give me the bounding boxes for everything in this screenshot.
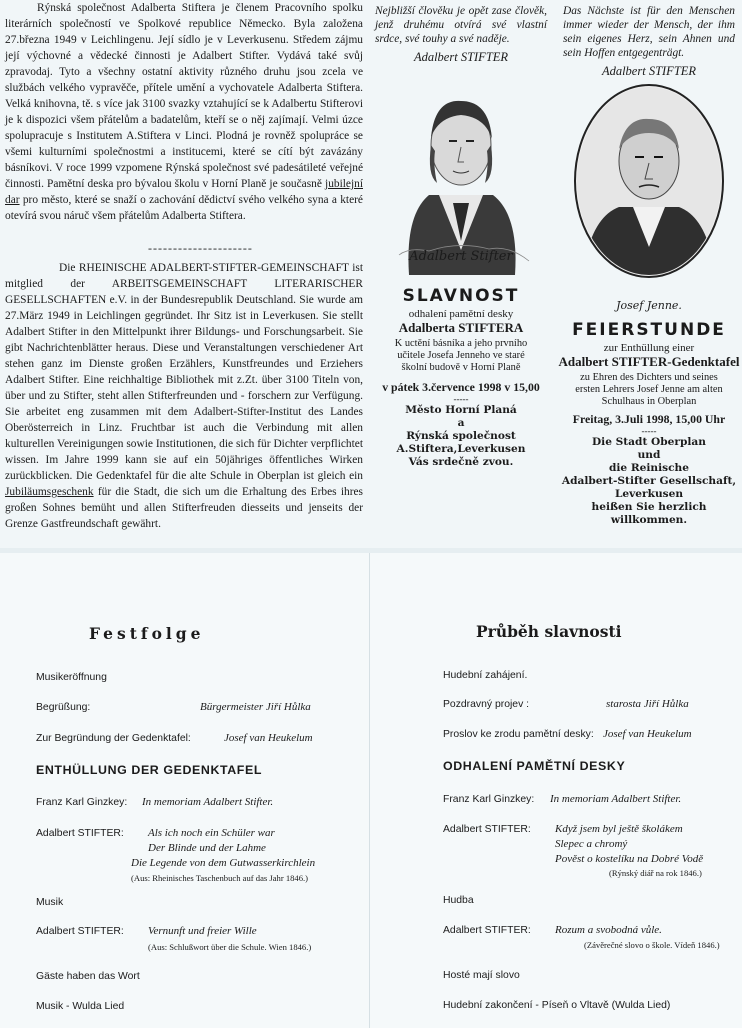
cz-reason-speaker: Josef van Heukelum bbox=[603, 728, 692, 740]
subheading-cz: odhalení pamětní desky bbox=[408, 308, 514, 320]
signature-stifter: Adalbert Stifter bbox=[409, 249, 513, 264]
cz-closing: Hudební zakončení - Píseň o Vltavě (Wulda Lied) bbox=[443, 1000, 671, 1011]
de-music: Musik bbox=[36, 897, 64, 908]
cz-stifter1-work3: Pověst o kostelíku na Dobré Vodě bbox=[555, 853, 704, 865]
prubeh-title: Průběh slavnosti bbox=[476, 622, 622, 641]
host-line-1-cz: Město Horní Planá bbox=[405, 404, 517, 416]
dash-cz: ----- bbox=[453, 394, 469, 404]
cz-stifter2-work: Rozum a svobodná vůle. bbox=[555, 924, 662, 936]
host-line-1-de: Die Stadt Oberplan bbox=[592, 436, 706, 448]
de-closing: Musik - Wulda Lied bbox=[36, 1001, 125, 1012]
cz-stifter1-work2: Slepec a chromý bbox=[555, 838, 628, 850]
host-line-4-cz: A.Stiftera,Leverkusen bbox=[396, 443, 526, 455]
cz-greeting-speaker: starosta Jiří Hůlka bbox=[606, 698, 689, 710]
portrait-jenne bbox=[557, 79, 741, 297]
czech-invitation bbox=[369, 0, 553, 469]
host-line-3-de: die Reinische bbox=[608, 462, 689, 474]
de-unveiling: ENTHÜLLUNG DER GEDENKTAFEL bbox=[36, 763, 263, 777]
honoree-cz: Adalberta STIFTERA bbox=[398, 320, 524, 335]
cz-paragraph: Rýnská společnost Adalberta Stiftera je členem Pracovního spolku literárních společností ve Spolkové republice Německo. Byla založena 27.března 1949 v Leichlingenu. Její sídlo je v Leverkusenu. Středem zájmu její výchovné a vědecké činnosti je Adalbert Stifter. Vydává také svůj zpravodaj. Tyto a všechny ostatní aktivity různého druhu jsou zcela ve službách velkého vypravěče, přítele umění a vychovatele Adalberta Stiftera. Velká knihovna, tě. s více jak 3100 svazky vztahující se k Adalbertu Stifterovi je k dispozici všem přátelům a badatelům, kteří se o něj zajímají. Velmi úzce spolupracuje s Institutem A.Stiftera v Linci. Plodná je rovněž spolupráce se všemi kulturními společnostmi a institucemi, které se cítí být zavázány básníkovi. V roce 1999 vzpomene Rýnská společnost své padesátileté veřejné činnosti. Pamětní deska pro bývalou školu v Horní Planě je současně jubilejní dar pro město, které se snaží o zachování dědictví svého velkého syna a které otevírá svou náruč všem přátelům Adalberta Stiftera. bbox=[5, 2, 363, 222]
cz-stifter1-label: Adalbert STIFTER: bbox=[443, 824, 531, 835]
host-line-6-de: heißen Sie herzlich bbox=[591, 501, 707, 513]
cz-ginzkey-work: In memoriam Adalbert Stifter. bbox=[550, 793, 682, 805]
jubilee-gift-cz: jubilejní dar bbox=[5, 178, 363, 206]
host-line-5-cz: Vás srdečně zvou. bbox=[408, 456, 514, 468]
de-greeting-speaker: Bürgermeister Jiří Hůlka bbox=[200, 701, 311, 713]
host-line-5-de: Leverkusen bbox=[614, 488, 684, 500]
german-invitation bbox=[557, 0, 741, 527]
heading-feierstunde: FEIERSTUNDE bbox=[572, 320, 726, 340]
signature-jenne: Josef Jenne. bbox=[616, 299, 682, 312]
cz-stifter2-source: (Závěrečné slovo o škole. Vídeň 1846.) bbox=[584, 940, 720, 950]
separator: --------------------- bbox=[148, 241, 253, 255]
de-opening: Musikeröffnung bbox=[36, 672, 107, 683]
cz-music: Hudba bbox=[443, 895, 474, 906]
de-stifter1-label: Adalbert STIFTER: bbox=[36, 828, 124, 839]
quote-author-cz: Adalbert STIFTER bbox=[413, 50, 509, 64]
de-stifter2-work: Vernunft und freier Wille bbox=[148, 925, 257, 937]
de-reason-speaker: Josef van Heukelum bbox=[224, 732, 313, 744]
honoree-de: Adalbert STIFTER-Gedenktafel bbox=[558, 354, 740, 369]
de-guests: Gäste haben das Wort bbox=[36, 971, 140, 982]
jubilee-gift-de: Jubiläumsgeschenk bbox=[5, 486, 94, 498]
de-stifter1-work1: Als ich noch ein Schüler war bbox=[148, 827, 275, 839]
quote-author-de: Adalbert STIFTER bbox=[601, 64, 697, 78]
host-line-4-de: Adalbert-Stifter Gesellschaft, bbox=[561, 475, 737, 487]
quote-de: Das Nächste ist für den Menschen immer wieder der Mensch, der ihm sein eigenes Herz, sein Ahnen und sein Hoffen entgegenträgt. bbox=[563, 5, 735, 59]
society-text-column bbox=[5, 0, 363, 224]
description-cz: K uctění básníka a jeho prvního učitele Josefa Jenneho ve staré školní budově v Horní Planě bbox=[394, 338, 528, 373]
date-cz: v pátek 3.července 1998 v 15,00 bbox=[382, 380, 540, 394]
de-stifter1-work2: Der Blinde und der Lahme bbox=[148, 842, 266, 854]
cz-stifter2-label: Adalbert STIFTER: bbox=[443, 925, 531, 936]
quote-cz: Nejbližší člověku je opět zase člověk, jenž druhému otvírá své vlastní srdce, své touhy a své naděje. bbox=[375, 5, 547, 45]
de-stifter2-source: (Aus: Schlußwort über die Schule. Wien 1846.) bbox=[148, 942, 312, 952]
host-line-2-de: und bbox=[637, 449, 661, 461]
host-line-2-cz: a bbox=[457, 417, 465, 429]
cz-unveiling: ODHALENÍ PAMĚTNÍ DESKY bbox=[443, 759, 626, 773]
cz-greeting-label: Pozdravný projev : bbox=[443, 699, 530, 710]
festfolge-title: Festfolge bbox=[89, 624, 205, 643]
de-stifter1-work3: Die Legende von dem Gutwasserkirchlein bbox=[131, 857, 316, 869]
cz-stifter1-work1: Když jsem byl ještě školákem bbox=[555, 823, 683, 835]
de-paragraph: Die RHEINISCHE ADALBERT-STIFTER-GEMEINSCHAFT ist mitglied der ARBEITSGEMEINSCHAFT LITERARISCHER GESELLSCHAFTEN e.V. in der Bundesrepublik Deutschland. Sie wurde am 27.März 1949 in Leichlingen gegründet. Ihr Sitz ist in Leverkusen. Sie stellt Adalbert Stifter in den Mittelpunkt ihrer Bildungs- und Forschungsarbeit. Sie gibt Nachrichtenblätter heraus. Diese und Veranstaltungen verschiedener Art stehen ganz im Dienste großen Erzählers, Kunstfreundes und Erziehers Adalbert Stifter. Eine reichhaltige Bibliothek mit z.Zt. über 3100 Titeln von, über und zu Stifter, steht allen Stifterfreunden und - forschern zur Verfügung. Sie arbeitet eng zusammen mit dem Adalbert-Stifter-Institut des Landes Oberösterreich in Linz. Fruchtbar ist auch die Verbindung mit allen kulturellen Vereinigungen sowie Institutionen, die sich für Dichter verpflichtet wissen. Im Jahre 1999 kann sie auf ein 50jähriges öffentliches Wirken zurückblicken. Die Gedenktafel für die alte Schule in Oberplan ist gleich ein Jubiläumsgeschenk für die Stadt, die sich um die Erhaltung des Erbes ihres großen Sohnes bemüht und allen Stifterfreuden diesseits und jenseits der Grenze Gastfreundschaft gewährt. bbox=[5, 262, 363, 530]
dash-de: ----- bbox=[641, 426, 657, 436]
de-text-column bbox=[5, 260, 363, 532]
de-reason-label: Zur Begründung der Gedenktafel: bbox=[36, 733, 191, 744]
description-de: zu Ehren des Dichters und seines ersten Lehrers Josef Jenne am alten Schulhaus in Oberplan bbox=[575, 372, 723, 407]
heading-slavnost: SLAVNOST bbox=[402, 286, 520, 306]
de-greeting-label: Begrüßung: bbox=[36, 702, 91, 713]
cz-stifter1-source: (Rýnský diář na rok 1846.) bbox=[609, 868, 702, 878]
cz-reason-label: Proslov ke zrodu pamětní desky: bbox=[443, 729, 594, 740]
subheading-de: zur Enthüllung einer bbox=[603, 342, 695, 354]
cz-opening: Hudební zahájení. bbox=[443, 670, 528, 681]
cz-ginzkey-label: Franz Karl Ginzkey: bbox=[443, 794, 535, 805]
host-line-7-de: willkommen. bbox=[610, 514, 688, 526]
de-ginzkey-label: Franz Karl Ginzkey: bbox=[36, 797, 128, 808]
fold-line bbox=[369, 553, 370, 1028]
host-line-3-cz: Rýnská společnost bbox=[406, 430, 516, 442]
cz-guests: Hosté mají slovo bbox=[443, 970, 520, 981]
de-stifter1-source: (Aus: Rheinisches Taschenbuch auf das Jahr 1846.) bbox=[131, 873, 309, 883]
date-de: Freitag, 3.Juli 1998, 15,00 Uhr bbox=[572, 412, 726, 426]
de-ginzkey-work: In memoriam Adalbert Stifter. bbox=[142, 796, 274, 808]
de-stifter2-label: Adalbert STIFTER: bbox=[36, 926, 124, 937]
